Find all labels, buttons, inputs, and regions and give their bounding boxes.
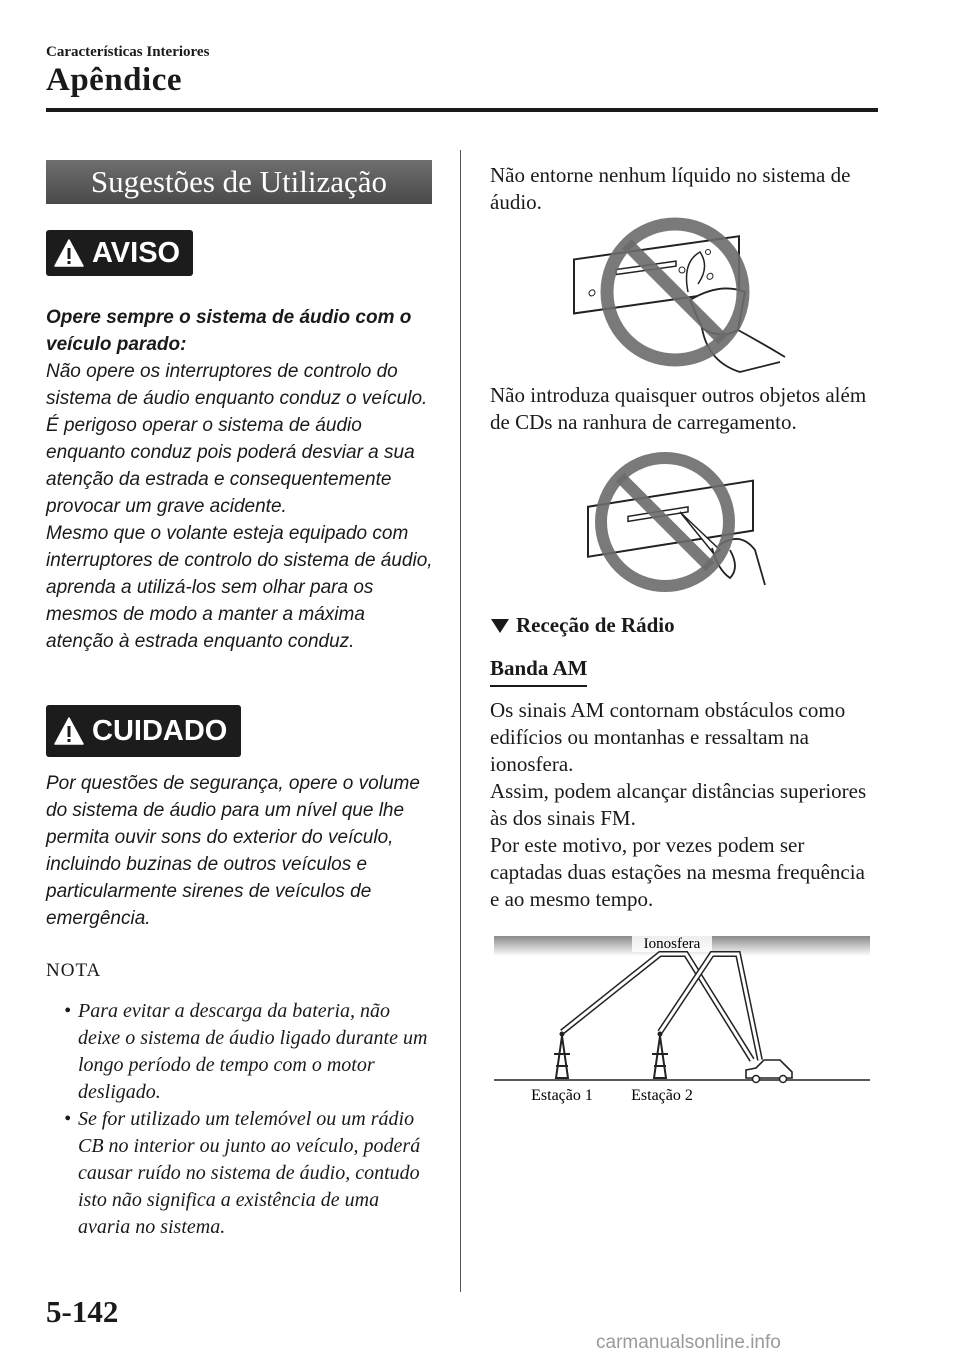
warning-badge xyxy=(46,230,193,276)
header-rule xyxy=(46,108,878,112)
caution-text xyxy=(46,770,436,932)
no-foreign-object-illustration xyxy=(580,450,770,600)
caution-paragraph: Por questões de segurança, opere o volume do sistema de áudio para um nível que lhe permita ouvir sons do exterior do veículo, incluindo buzinas de outros veículos e particularmente sirenes de veículos de emergência. xyxy=(46,773,420,929)
radio-reception-heading xyxy=(490,613,675,638)
watermark: carmanualsonline.info xyxy=(596,1332,781,1353)
note-label: NOTA xyxy=(46,960,102,981)
chapter-title: Apêndice xyxy=(46,62,182,98)
bullet-icon: • xyxy=(64,1108,72,1130)
ionosphere-label: Ionosfera xyxy=(643,936,701,952)
bullet-icon: • xyxy=(64,1000,72,1022)
running-head: Características Interiores xyxy=(46,44,210,60)
radio-heading-label: Receção de Rádio xyxy=(516,613,675,637)
caution-badge-label: CUIDADO xyxy=(92,714,228,747)
am-paragraph: Por este motivo, por vezes podem ser captadas duas estações na mesma frequência e ao mesmo tempo. xyxy=(490,833,865,911)
warning-text xyxy=(46,304,436,655)
note-item-text: Para evitar a descarga da bateria, não deixe o sistema de áudio ligado durante um longo período de tempo com o motor desligado. xyxy=(78,1000,428,1103)
am-propagation-diagram xyxy=(490,932,874,1112)
page-number: 5-142 xyxy=(46,1294,119,1329)
section-title-banner: Sugestões de Utilização xyxy=(46,160,432,204)
warning-badge-label: AVISO xyxy=(92,236,181,269)
note-item-text: Se for utilizado um telemóvel ou um rádio CB no interior ou junto ao veículo, poderá causar ruído no sistema de áudio, contudo isto não significa a existência de uma avaria no sistema. xyxy=(78,1108,421,1238)
am-paragraph: Os sinais AM contornam obstáculos como edifícios ou montanhas e ressaltam na ionosfera. xyxy=(490,698,846,776)
no-liquid-illustration xyxy=(570,212,800,392)
am-paragraph: Assim, podem alcançar distâncias superiores às dos sinais FM. xyxy=(490,779,867,830)
car-icon xyxy=(746,1060,792,1083)
warning-heading: Opere sempre o sistema de áudio com o veículo parado: xyxy=(46,307,412,355)
note-item xyxy=(56,1106,436,1241)
am-band-subheading: Banda AM xyxy=(490,656,587,687)
insert-warning-text xyxy=(490,382,876,436)
station-1-tower xyxy=(554,1032,570,1079)
station-1-label: Estação 1 xyxy=(531,1087,593,1104)
station-2-tower xyxy=(652,1032,668,1079)
am-band-text xyxy=(490,697,876,913)
insert-warning-paragraph: Não introduza quaisquer outros objetos além de CDs na ranhura de carregamento. xyxy=(490,383,867,434)
note-item xyxy=(56,998,436,1106)
warning-triangle-icon xyxy=(54,239,84,267)
spill-warning-text xyxy=(490,162,876,216)
triangle-down-icon xyxy=(490,618,510,634)
warning-paragraph: Mesmo que o volante esteja equipado com interruptores de controlo do sistema de áudio, aprenda a utilizá-los sem olhar para os mesmos de modo a manter a máxima atenção à estrada enquanto conduz. xyxy=(46,523,433,652)
caution-badge xyxy=(46,705,241,757)
station-2-label: Estação 2 xyxy=(631,1087,693,1104)
column-divider xyxy=(460,150,461,1292)
warning-paragraph: Não opere os interruptores de controlo do sistema de áudio enquanto conduz o veículo. É perigoso operar o sistema de áudio enquanto conduz pois poderá desviar a sua atenção da estrada e consequentemente provocar um grave acidente. xyxy=(46,361,428,517)
spill-warning-paragraph: Não entorne nenhum líquido no sistema de áudio. xyxy=(490,163,851,214)
warning-triangle-icon xyxy=(54,717,84,745)
